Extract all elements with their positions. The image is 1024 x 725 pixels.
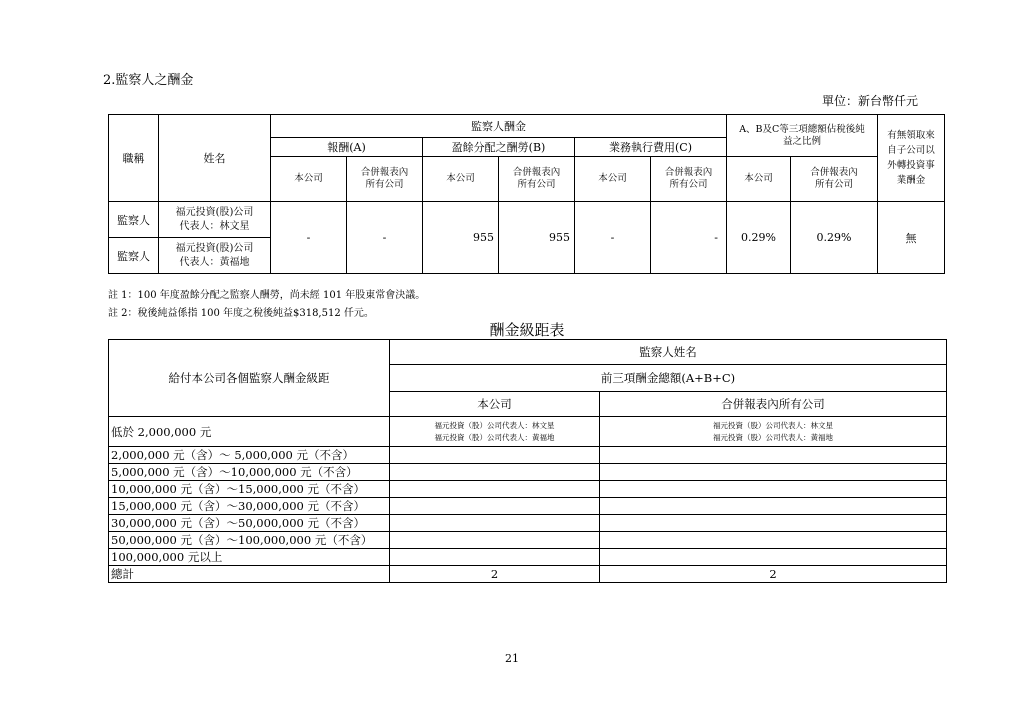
total-consolidated: 2 xyxy=(600,566,947,583)
table-row xyxy=(109,202,945,238)
row-name: 福元投資(股)公司 代表人：林文星 xyxy=(159,202,271,238)
range-label: 100,000,000 元以上 xyxy=(109,549,390,566)
header-remuneration-a: 報酬(A) xyxy=(271,138,423,157)
table-row xyxy=(109,532,947,549)
value-c-consolidated: - xyxy=(651,202,727,274)
unit-label: 單位：新台幣仟元 xyxy=(821,94,918,108)
row-title: 監察人 xyxy=(109,238,159,274)
header-expense-c: 業務執行費用(C) xyxy=(575,138,727,157)
range-label: 50,000,000 元（含）～100,000,000 元（不含） xyxy=(109,532,390,549)
range-label: 10,000,000 元（含）～15,000,000 元（不含） xyxy=(109,481,390,498)
table-row xyxy=(109,498,947,515)
supervisor-remuneration-table xyxy=(108,114,945,274)
range-table-title: 酬金級距表 xyxy=(489,321,565,339)
header-c-company: 本公司 xyxy=(575,157,651,202)
header-ratio-consolidated: 合併報表內所有公司 xyxy=(791,157,878,202)
header-total-abc: 前三項酬金總額(A+B+C) xyxy=(390,365,947,392)
table-row xyxy=(109,447,947,464)
header-company: 本公司 xyxy=(390,392,600,417)
range-label: 低於 2,000,000 元 xyxy=(109,417,390,447)
header-a-consolidated: 合併報表內所有公司 xyxy=(347,157,423,202)
header-b-consolidated: 合併報表內所有公司 xyxy=(499,157,575,202)
header-ratio: A、B及C等三項總額佔稅後純益之比例 xyxy=(727,115,878,157)
header-consolidated: 合併報表內所有公司 xyxy=(600,392,947,417)
total-label: 總計 xyxy=(109,566,390,583)
header-title: 職稱 xyxy=(109,115,159,202)
value-a-consolidated: - xyxy=(347,202,423,274)
note-2: 註 2：稅後純益係指 100 年度之稅後純益$318,512 仟元。 xyxy=(108,308,374,319)
value-c-company: - xyxy=(575,202,651,274)
value-b-company: 955 xyxy=(423,202,499,274)
range-label: 15,000,000 元（含）～30,000,000 元（不含） xyxy=(109,498,390,515)
header-supervisor-name: 監察人姓名 xyxy=(390,340,947,365)
header-c-consolidated: 合併報表內所有公司 xyxy=(651,157,727,202)
section-title: 2.監察人之酬金 xyxy=(103,73,194,88)
row-title: 監察人 xyxy=(109,202,159,238)
value-b-consolidated: 955 xyxy=(499,202,575,274)
table-row xyxy=(109,515,947,532)
table-row xyxy=(109,464,947,481)
range-consolidated-names: 福元投資（股）公司代表人：林文星 福元投資（股）公司代表人：黃福地 xyxy=(600,417,947,447)
table-row xyxy=(109,549,947,566)
row-name: 福元投資(股)公司 代表人：黃福地 xyxy=(159,238,271,274)
value-a-company: - xyxy=(271,202,347,274)
range-label: 2,000,000 元（含）～ 5,000,000 元（不含） xyxy=(109,447,390,464)
range-company-names: 福元投資（股）公司代表人：林文星 福元投資（股）公司代表人：黃福地 xyxy=(390,417,600,447)
value-ratio-company: 0.29% xyxy=(727,202,791,274)
header-other-remuneration: 有無領取來自子公司以外轉投資事業酬金 xyxy=(878,115,945,202)
header-profit-b: 盈餘分配之酬勞(B) xyxy=(423,138,575,157)
value-ratio-consolidated: 0.29% xyxy=(791,202,878,274)
header-b-company: 本公司 xyxy=(423,157,499,202)
table-row xyxy=(109,417,947,447)
header-range: 給付本公司各個監察人酬金級距 xyxy=(109,340,390,417)
note-1: 註 1：100 年度盈餘分配之監察人酬勞，尚未經 101 年股東常會決議。 xyxy=(108,290,426,301)
page-number: 21 xyxy=(505,652,519,665)
header-name: 姓名 xyxy=(159,115,271,202)
header-a-company: 本公司 xyxy=(271,157,347,202)
remuneration-range-table xyxy=(108,339,947,583)
header-supervisor-remuneration: 監察人酬金 xyxy=(271,115,727,138)
range-label: 5,000,000 元（含）～10,000,000 元（不含） xyxy=(109,464,390,481)
value-other: 無 xyxy=(878,202,945,274)
table-row-total xyxy=(109,566,947,583)
total-company: 2 xyxy=(390,566,600,583)
range-label: 30,000,000 元（含）～50,000,000 元（不含） xyxy=(109,515,390,532)
table-row xyxy=(109,481,947,498)
header-ratio-company: 本公司 xyxy=(727,157,791,202)
